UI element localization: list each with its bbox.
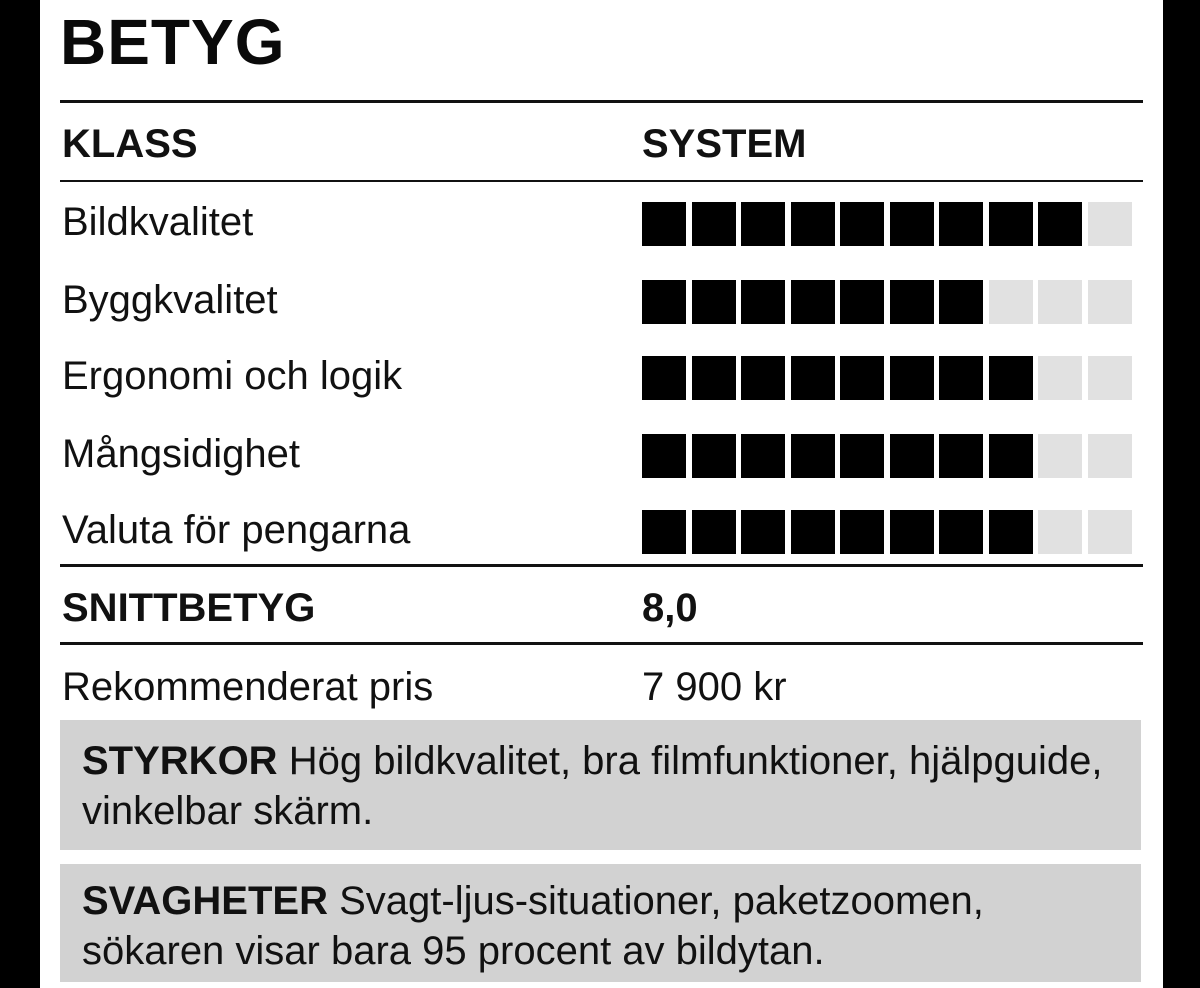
rating-square-filled bbox=[989, 434, 1033, 478]
rating-label: Ergonomi och logik bbox=[62, 354, 403, 398]
rating-row bbox=[62, 192, 1142, 252]
rating-row bbox=[62, 346, 1142, 406]
rating-square-filled bbox=[890, 280, 934, 324]
rating-square-filled bbox=[642, 280, 686, 324]
rating-square-empty bbox=[989, 280, 1033, 324]
header-system: SYSTEM bbox=[642, 122, 807, 166]
rating-square-filled bbox=[791, 202, 835, 246]
rating-row bbox=[62, 270, 1142, 330]
rating-square-filled bbox=[840, 280, 884, 324]
rating-label: Byggkvalitet bbox=[62, 278, 278, 322]
rating-square-filled bbox=[989, 356, 1033, 400]
rating-square-filled bbox=[840, 202, 884, 246]
strengths-heading: STYRKOR bbox=[82, 739, 278, 783]
rating-label: Valuta för pengarna bbox=[62, 508, 411, 552]
rating-square-filled bbox=[890, 434, 934, 478]
rating-square-filled bbox=[741, 280, 785, 324]
price-label: Rekommenderat pris bbox=[62, 665, 434, 709]
strengths-text: Hög bildkvalitet, bra filmfunktioner, hjälpguide, vinkelbar skärm. bbox=[82, 739, 1103, 833]
price-row bbox=[62, 657, 1142, 717]
divider-top bbox=[60, 100, 1143, 103]
rating-label: Bildkvalitet bbox=[62, 200, 254, 244]
rating-square-filled bbox=[642, 356, 686, 400]
rating-square-filled bbox=[939, 202, 983, 246]
rating-square-empty bbox=[1088, 280, 1132, 324]
rating-square-filled bbox=[692, 280, 736, 324]
rating-square-filled bbox=[989, 202, 1033, 246]
divider-header bbox=[60, 180, 1143, 182]
rating-square-filled bbox=[1038, 202, 1082, 246]
rating-square-filled bbox=[791, 280, 835, 324]
rating-row bbox=[62, 500, 1142, 560]
rating-square-filled bbox=[939, 280, 983, 324]
rating-square-empty bbox=[1038, 434, 1082, 478]
weaknesses-text: Svagt-ljus-situationer, paketzoomen, sökaren visar bara 95 procent av bildytan. bbox=[82, 879, 984, 973]
rating-square-filled bbox=[939, 434, 983, 478]
rating-label: Mångsidighet bbox=[62, 432, 300, 476]
rating-square-empty bbox=[1088, 510, 1132, 554]
rating-square-filled bbox=[939, 356, 983, 400]
rating-square-filled bbox=[890, 510, 934, 554]
rating-square-empty bbox=[1038, 280, 1082, 324]
right-border-bar bbox=[1163, 0, 1200, 988]
rating-square-filled bbox=[642, 510, 686, 554]
average-label: SNITTBETYG bbox=[62, 586, 316, 630]
rating-square-filled bbox=[890, 202, 934, 246]
rating-square-filled bbox=[791, 510, 835, 554]
rating-square-empty bbox=[1038, 356, 1082, 400]
left-border-bar bbox=[0, 0, 40, 988]
rating-row bbox=[62, 424, 1142, 484]
average-row bbox=[62, 578, 1142, 638]
rating-square-filled bbox=[840, 356, 884, 400]
price-value: 7 900 kr bbox=[642, 665, 787, 709]
rating-square-empty bbox=[1038, 510, 1082, 554]
rating-square-filled bbox=[692, 434, 736, 478]
rating-square-empty bbox=[1088, 356, 1132, 400]
rating-square-filled bbox=[989, 510, 1033, 554]
rating-square-filled bbox=[642, 434, 686, 478]
rating-square-filled bbox=[939, 510, 983, 554]
strengths-box bbox=[60, 720, 1141, 850]
rating-square-empty bbox=[1088, 434, 1132, 478]
rating-square-filled bbox=[692, 510, 736, 554]
rating-square-filled bbox=[741, 510, 785, 554]
card-title: BETYG bbox=[60, 6, 286, 78]
rating-square-filled bbox=[840, 434, 884, 478]
average-value: 8,0 bbox=[642, 586, 698, 630]
rating-square-filled bbox=[741, 356, 785, 400]
rating-square-filled bbox=[890, 356, 934, 400]
rating-square-empty bbox=[1088, 202, 1132, 246]
rating-square-filled bbox=[692, 202, 736, 246]
rating-square-filled bbox=[791, 434, 835, 478]
header-klass: KLASS bbox=[62, 122, 198, 166]
weaknesses-box bbox=[60, 864, 1141, 982]
rating-square-filled bbox=[840, 510, 884, 554]
rating-square-filled bbox=[741, 434, 785, 478]
divider-average bbox=[60, 564, 1143, 567]
weaknesses-heading: SVAGHETER bbox=[82, 879, 328, 923]
rating-square-filled bbox=[791, 356, 835, 400]
rating-square-filled bbox=[642, 202, 686, 246]
rating-square-filled bbox=[741, 202, 785, 246]
rating-square-filled bbox=[692, 356, 736, 400]
header-row bbox=[62, 114, 1142, 174]
divider-price bbox=[60, 642, 1143, 645]
